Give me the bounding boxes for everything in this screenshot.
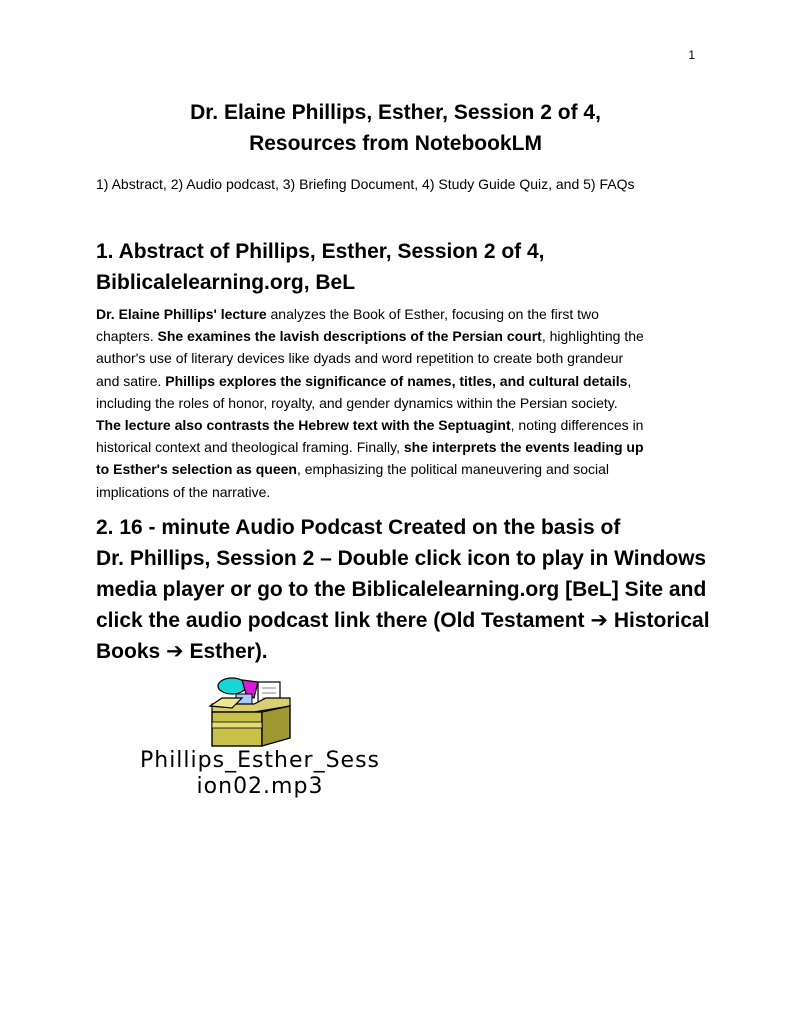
- podcast-heading-line: click the audio podcast link there (Old Testament ➔ Historical: [96, 609, 710, 632]
- package-icon[interactable]: [206, 676, 296, 748]
- file-name-line-1: Phillips_Esther_Sess: [139, 748, 381, 773]
- podcast-heading: [96, 512, 710, 667]
- page-title: [0, 97, 791, 159]
- abstract-heading-line-1: 1. Abstract of Phillips, Esther, Session 2 of 4,: [96, 240, 545, 263]
- contents-list: 1) Abstract, 2) Audio podcast, 3) Briefing Document, 4) Study Guide Quiz, and 5) FAQs: [96, 176, 635, 192]
- abstract-line: author's use of literary devices like dyads and word repetition to create both grandeur: [96, 350, 624, 367]
- abstract-line: chapters. She examines the lavish descriptions of the Persian court, highlighting the: [96, 328, 644, 345]
- arrow-right-icon: ➔: [590, 609, 608, 632]
- podcast-heading-line: media player or go to the Biblicalelearning.org [BeL] Site and: [96, 578, 707, 601]
- abstract-line: Dr. Elaine Phillips' lecture analyzes the Book of Esther, focusing on the first two: [96, 306, 599, 322]
- abstract-line: implications of the narrative.: [96, 483, 271, 500]
- podcast-heading-line: 2. 16 - minute Audio Podcast Created on the basis of: [96, 516, 621, 539]
- podcast-heading-line: Dr. Phillips, Session 2 – Double click icon to play in Windows: [96, 547, 707, 570]
- abstract-body: [96, 303, 696, 503]
- file-name-line-2: ion02.mp3: [196, 774, 324, 799]
- abstract-line: to Esther's selection as queen, emphasizing the political maneuvering and social: [96, 461, 610, 478]
- podcast-heading-line: Books ➔ Esther).: [96, 640, 268, 663]
- abstract-heading: [96, 236, 706, 298]
- page-number: 1: [688, 48, 695, 62]
- abstract-line: including the roles of honor, royalty, and gender dynamics within the Persian society.: [96, 394, 618, 411]
- audio-file-label[interactable]: [80, 748, 440, 800]
- title-line-1: Dr. Elaine Phillips, Esther, Session 2 of 4,: [190, 101, 601, 124]
- title-line-2: Resources from NotebookLM: [249, 132, 542, 155]
- abstract-line: The lecture also contrasts the Hebrew text with the Septuagint, noting differences in: [96, 417, 644, 434]
- abstract-line: historical context and theological framing. Finally, she interprets the events leading up: [96, 439, 644, 456]
- abstract-heading-line-2: Biblicalelearning.org, BeL: [96, 271, 356, 294]
- arrow-right-icon: ➔: [166, 640, 184, 663]
- abstract-line: and satire. Phillips explores the significance of names, titles, and cultural details,: [96, 372, 632, 389]
